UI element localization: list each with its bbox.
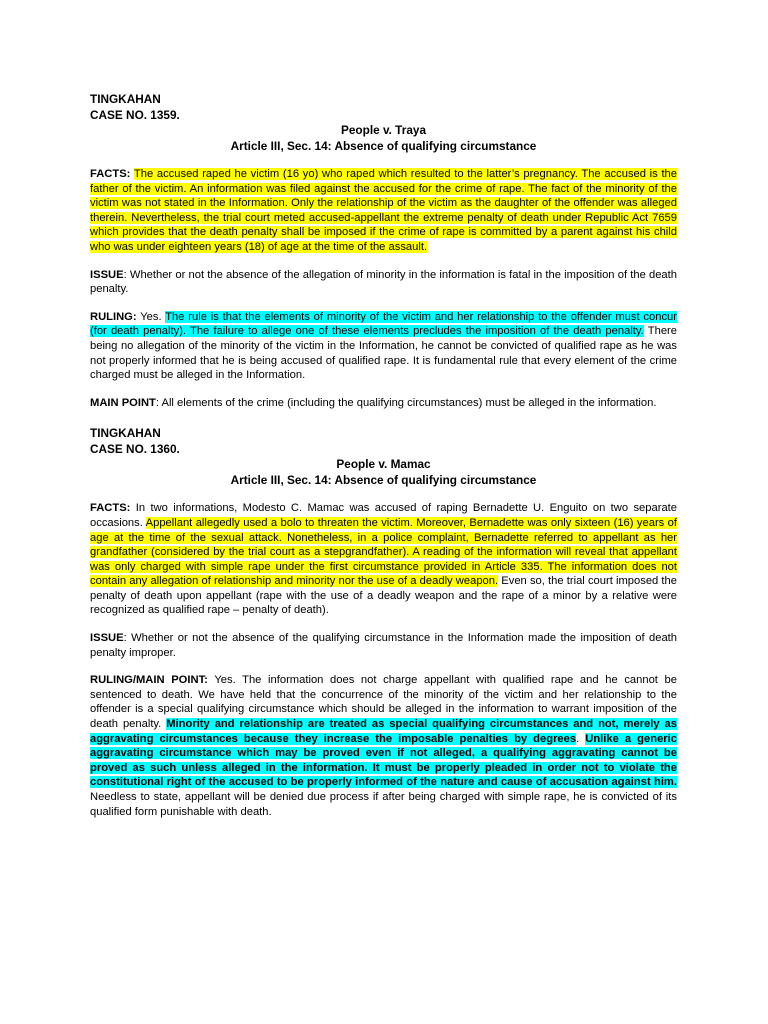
- facts-paragraph: [90, 501, 677, 618]
- ruling-bold-highlight-2: Unlike a generic aggravating circumstance which may be proved even if not alleged, a qualifying aggravating cannot be proved as such unless alleged in the information. It must be properly pleaded in order not to violate the constitutional right of the accused to be properly informed of the nature and cause of accusation against him.: [90, 732, 677, 789]
- ruling-label: RULING:: [90, 310, 137, 323]
- case-subtitle: Article III, Sec. 14: Absence of qualifying circumstance: [230, 138, 537, 153]
- ruling-rest: Needless to state, appellant will be denied due process if after being charged with simple rape, he is convicted of its qualified form punishable with death.: [90, 791, 677, 818]
- ruling-dot: .: [576, 732, 586, 745]
- case-subtitle: Article III, Sec. 14: Absence of qualifying circumstance: [230, 472, 537, 487]
- main-point-label: MAIN POINT: [90, 396, 156, 409]
- facts-text: The accused raped he victim (16 yo) who raped which resulted to the latter’s pregnancy. The accused is the father of the victim. An information was filed against the accused for the crime of rape. The fact of the minority of the victim was not stated in the Information. Only the relationship of the victim as the daughter of the offender was alleged therein. Nevertheless, the trial court meted accused-appellant the extreme penalty of death under Republic Act 7659 which provides that the death penalty shall be imposed if the crime of rape is committed by a parent against his child who was under eighteen years (18) of age at the time of the assault.: [90, 168, 677, 253]
- facts-rest: Even so, the trial court imposed the penalty of death upon appellant (rape with the use of a deadly weapon and the rape of a minor by a relative were recognized as qualified rape – penalty of death).: [90, 575, 677, 617]
- case-title: People v. Mamac: [336, 457, 431, 472]
- facts-paragraph: [90, 167, 677, 255]
- group-heading: TINGKAHAN: [90, 92, 161, 106]
- ruling-bold-highlight-1: Minority and relationship are treated as special qualifying circumstances and not, merely as aggravating circumstances because they increase the imposable penalties by degrees: [90, 718, 677, 745]
- case-title: People v. Traya: [340, 123, 427, 137]
- ruling-rest: There being no allegation of the minority of the victim in the Information, he cannot be convicted of qualified rape as he was not properly informed that he is being accused of qualified rape. It is fundamental rule that every element of the crime charged must be alleged in the Information.: [90, 325, 677, 382]
- case-number: CASE NO. 1360.: [90, 441, 180, 456]
- case-number: CASE NO. 1359.: [90, 107, 180, 122]
- document-page: [90, 92, 677, 819]
- ruling-yes: Yes.: [136, 310, 166, 323]
- issue-text: : Whether or not the absence of the qualifying circumstance in the Information made the imposition of death penalty improper.: [90, 632, 677, 659]
- ruling-paragraph: [90, 673, 677, 819]
- group-heading: TINGKAHAN: [90, 426, 161, 441]
- facts-plain: In two informations, Modesto C. Mamac was accused of raping Bernadette U. Enguito on two separate occasions.: [90, 502, 677, 529]
- issue-text: : Whether or not the absence of the allegation of minority in the information is fatal in the imposition of the death penalty.: [90, 268, 677, 296]
- facts-label: FACTS:: [90, 502, 131, 515]
- issue-paragraph: [90, 268, 677, 297]
- main-point-text: : All elements of the crime (including the qualifying circumstances) must be alleged in the information.: [155, 396, 657, 409]
- facts-highlight: Appellant allegedly used a bolo to threaten the victim. Moreover, Bernadette was only sixteen (16) years of age at the time of the sexual attack. Nonetheless, in a police complaint, Bernadette referred to appellant as her grandfather (considered by the trial court as a stepgrandfather). A reading of the information will reveal that appellant was only charged with simple rape under the first circumstance provided in Article 335. The information does not contain any allegation of relationship and minority nor the use of a deadly weapon.: [90, 516, 677, 588]
- facts-label: FACTS:: [90, 168, 131, 180]
- ruling-highlight: The rule is that the elements of minority of the victim and her relationship to the offender must concur (for death penalty). The failure to allege one of these elements precludes the imposition of the death penalty.: [90, 310, 677, 338]
- ruling-plain: Yes. The information does not charge appellant with qualified rape and he cannot be sentenced to death. We have held that the concurrence of the minority of the victim and her relationship to the offender is a special qualifying circumstance which should be alleged in the information to warrant imposition of the death penalty.: [90, 674, 677, 731]
- main-point-paragraph: [90, 396, 677, 411]
- ruling-paragraph: [90, 310, 677, 383]
- issue-label: ISSUE: [90, 632, 124, 645]
- issue-label: ISSUE: [90, 268, 124, 281]
- ruling-label: RULING/MAIN POINT:: [90, 674, 208, 687]
- issue-paragraph: [90, 631, 677, 660]
